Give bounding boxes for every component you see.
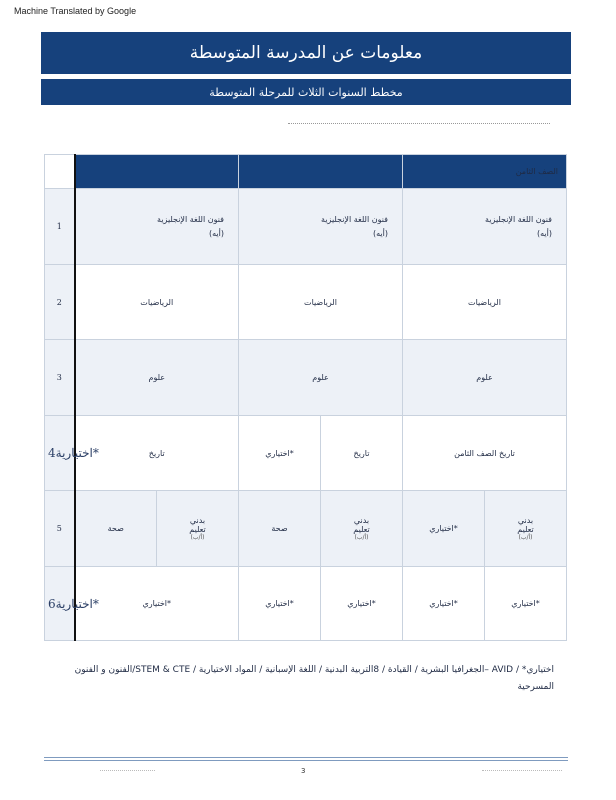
row-number: 1 [45,189,75,265]
pe-label-2: تعليم [353,525,370,534]
electives-footnote: اختياري* / AVID –الجغرافيا البشرية / القيادة / 8التربية البدنية / اللغة الإسبانية / المواد الاختيارية / STEM & CTE/الفنون و الفنون المسرحية [74,665,554,692]
grade8-history-cell: تاريخ الصف الثامن [403,416,567,491]
ela-cell [403,189,567,265]
pe-label-1: بدني [517,516,534,525]
footer-dotted-right [482,770,562,771]
optional-row-label: 6اختيارية* [48,596,99,611]
science-cell: علوم [239,340,403,416]
table-row [45,189,567,265]
table-row [45,567,567,641]
pe-note: (أ/ب) [518,534,533,541]
table-row [45,491,567,567]
pe-label-1: بدني [189,516,206,525]
elective-cell: اختياري* [239,567,321,641]
header-year-a [75,155,239,189]
row-number-optional [45,567,99,641]
pe-cell [157,491,239,567]
elective-cell: اختياري* [485,567,567,641]
pe-label-2: تعليم [517,525,534,534]
table-row [45,340,567,416]
page-subtitle: مخطط السنوات الثلاث للمرحلة المتوسطة [41,79,571,105]
header-grade8: الصف الثامن [403,155,567,189]
elective-cell: اختياري* [239,416,321,491]
elective-cell: اختياري* [403,567,485,641]
table-row [45,416,567,491]
science-cell: علوم [75,340,239,416]
footer-rule [44,760,568,761]
elective-cell: اختياري* [403,491,485,567]
ela-cell [239,189,403,265]
page-title: معلومات عن المدرسة المتوسطة [41,32,571,74]
elective-cell: اختياري* [75,567,239,641]
row-number: 5 [45,491,75,567]
pe-cell [485,491,567,567]
history-cell: تاريخ [321,416,403,491]
table-row [45,265,567,340]
three-year-plan-table [44,154,567,641]
row-number: 3 [45,340,75,416]
footer-rule [44,757,568,758]
pe-note: (أ/ب) [190,534,205,541]
ela-label: فنون اللغة الإنجليزية [321,214,388,224]
footer-dotted-left [100,770,155,771]
pe-label-1: بدني [353,516,370,525]
math-cell: الرياضيات [403,265,567,340]
row-number: 2 [45,265,75,340]
header-year-b [239,155,403,189]
pe-label-2: تعليم [189,525,206,534]
pe-cell [321,491,403,567]
pe-note: (أ/ب) [354,534,369,541]
ela-cell [75,189,239,265]
header-corner [45,155,75,189]
optional-row-label: 4اختيارية* [48,446,99,460]
health-cell: صحة [239,491,321,567]
ela-label: فنون اللغة الإنجليزية [157,214,224,224]
history-cell: تاريخ [75,416,239,491]
health-cell: صحة [75,491,157,567]
row-number-optional [45,416,99,491]
elective-cell: اختياري* [321,567,403,641]
math-cell: الرياضيات [75,265,239,340]
machine-translation-watermark: Machine Translated by Google [14,6,137,16]
ela-abbr: (أيه) [537,228,552,238]
table-header-row [45,155,567,189]
ela-label: فنون اللغة الإنجليزية [485,214,552,224]
ela-abbr: (أيه) [209,228,224,238]
page-number: 3 [301,767,306,775]
math-cell: الرياضيات [239,265,403,340]
science-cell: علوم [403,340,567,416]
dotted-divider [288,123,550,124]
ela-abbr: (أيه) [373,228,388,238]
